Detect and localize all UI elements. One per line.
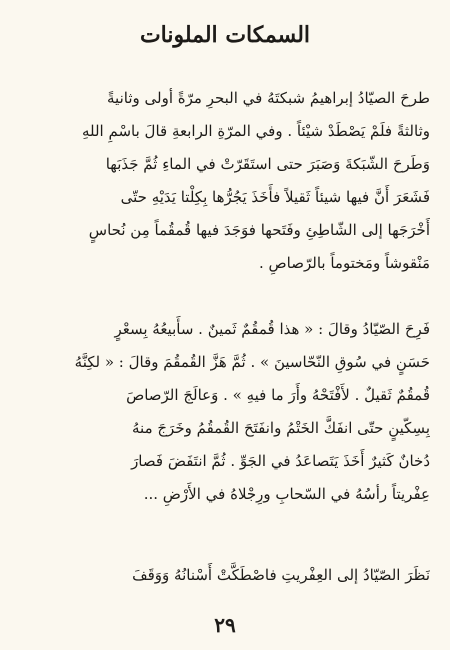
text-line: أَخْرَجَها إلى الشّاطِئِ وفَتَحها فوَجَدَ فيها قُمقُماً مِن نُحاسٍ xyxy=(88,221,430,239)
text-line: فَرِحَ الصّيّادُ وقالَ : « هذا قُمقُمٌ ثَمينٌ . سأَبيعُهُ بِسعْرٍ xyxy=(114,320,430,338)
text-line: طرحَ الصيّادُ إبراهيمُ شبكتَهُ في البحرِ مرّةً أولى وثانيةً xyxy=(107,89,430,107)
paragraph-3 xyxy=(20,559,430,592)
page-number: ٢٩ xyxy=(214,613,236,637)
text-line: حَسَنٍ في سُوقِ النّحّاسينَ » . ثُمَّ هَزَّ القُمقُمَ وقالَ : « لكِنَّهُ xyxy=(74,353,430,371)
text-line: مَنْقوشاً ومَختوماً بالرّصاصِ . xyxy=(259,254,430,272)
paragraph-2 xyxy=(20,313,430,511)
text-line: قُمقُمٌ ثَقيلٌ . لأَفْتَحْهُ وأَرَ ما فيهِ » . وَعالَجَ الرّصاصَ xyxy=(126,386,430,404)
text-line: وثالثةً فلَمْ يَصْطَدْ شيْئاً . وفي المرّةِ الرابعةِ قالَ باسْمِ اللهِ xyxy=(81,122,430,140)
page-title: السمكات الملونات xyxy=(139,22,311,48)
text-line: دُخانٌ كَثيرٌ أَخَذَ يَتَصاعَدُ في الجَوِّ . ثُمَّ انتَفَضَ فَصارَ xyxy=(131,452,430,470)
text-line: بِسِكّينٍ حتّى انفَكَّ الخَتْمُ وانفَتَحَ القُمقُمُ وخَرَجَ منهُ xyxy=(132,419,430,437)
text-line: وَطَرحَ الشّبَكةَ وَصَبَرَ حتى استَقَرّتْ في الماءِ ثُمَّ جَذَبَها xyxy=(105,155,430,173)
text-line: عِفْريتاً رأسُهُ في السّحابِ ورِجْلاهُ في الأَرْضِ ... xyxy=(143,485,430,503)
paragraph-1 xyxy=(20,82,430,280)
text-line: فَشَعَرَ أَنَّ فيها شيئاً ثَقيلاً فأَخَذَ يَجُرُّها بِكِلْتا يَدَيْهِ حتّى xyxy=(120,188,430,206)
text-line: نَظَرَ الصّيّادُ إلى العِفْريتِ فاصْطَكَّتْ أَسْنانُهُ وَوَقَفَ xyxy=(132,566,430,584)
